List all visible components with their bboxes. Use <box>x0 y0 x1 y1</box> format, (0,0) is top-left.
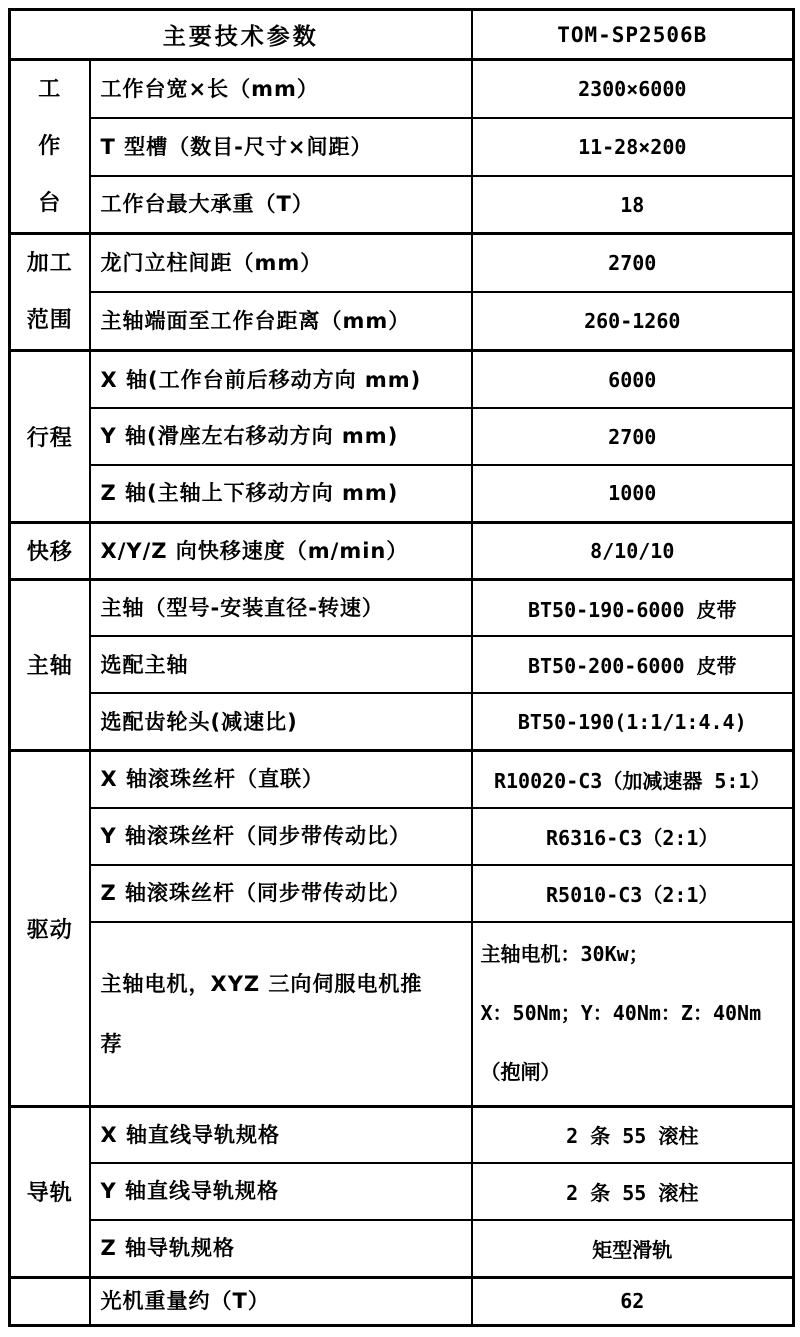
table-row <box>10 693 794 750</box>
group-label: 行程 <box>10 351 90 522</box>
table-row <box>10 408 794 465</box>
param-cell: Z 轴滚珠丝杆（同步带传动比） <box>90 865 472 922</box>
table-row <box>10 60 794 118</box>
param-line: 主轴电机，XYZ 三向伺服电机推 <box>100 971 423 996</box>
param-cell: 选配齿轮头(减速比) <box>90 693 472 750</box>
value-cell: R6316-C3（2:1） <box>472 808 794 865</box>
group-label <box>10 1277 90 1325</box>
table-title: 主要技术参数 <box>10 10 472 60</box>
param-cell: Z 轴导轨规格 <box>90 1220 472 1277</box>
value-line: （抱闸） <box>480 1060 561 1085</box>
group-label-line: 范围 <box>26 308 73 334</box>
param-cell: T 型槽（数目-尺寸×间距） <box>90 118 472 176</box>
table-row <box>10 751 794 808</box>
param-cell: 光机重量约（T） <box>90 1277 472 1325</box>
group-label <box>10 234 90 351</box>
value-line: 主轴电机：30Kw； <box>480 942 649 967</box>
group-label-line: 作 <box>38 134 62 160</box>
group-label-line: 台 <box>38 191 62 217</box>
value-cell: BT50-200-6000 皮带 <box>472 636 794 693</box>
table-row <box>10 234 794 293</box>
table-row <box>10 579 794 636</box>
model-name: TOM-SP2506B <box>472 10 794 60</box>
param-cell: 选配主轴 <box>90 636 472 693</box>
param-cell <box>90 922 472 1106</box>
spec-table-body <box>10 10 794 1326</box>
value-cell: 矩型滑轨 <box>472 1220 794 1277</box>
group-label: 导轨 <box>10 1106 90 1277</box>
group-label-line: 工 <box>38 77 62 103</box>
param-cell: X 轴直线导轨规格 <box>90 1106 472 1163</box>
value-cell <box>472 922 794 1106</box>
table-row <box>10 465 794 522</box>
value-cell: 1000 <box>472 465 794 522</box>
param-cell: 工作台宽×长（mm） <box>90 60 472 118</box>
table-row <box>10 1163 794 1220</box>
table-row <box>10 292 794 351</box>
param-cell: X 轴(工作台前后移动方向 mm) <box>90 351 472 408</box>
group-label-line: 加工 <box>26 251 73 277</box>
param-cell: Z 轴(主轴上下移动方向 mm) <box>90 465 472 522</box>
value-cell: 18 <box>472 176 794 234</box>
param-cell: Y 轴滚珠丝杆（同步带传动比） <box>90 808 472 865</box>
group-label: 主轴 <box>10 579 90 750</box>
table-row <box>10 1106 794 1163</box>
param-line: 荐 <box>100 1031 123 1056</box>
param-cell: 主轴端面至工作台距离（mm） <box>90 292 472 351</box>
value-cell: 8/10/10 <box>472 522 794 579</box>
param-cell: X 轴滚珠丝杆（直联） <box>90 751 472 808</box>
value-line: X：50Nm；Y：40Nm：Z：40Nm <box>480 1001 762 1026</box>
value-cell: 62 <box>472 1277 794 1325</box>
value-cell: BT50-190-6000 皮带 <box>472 579 794 636</box>
value-cell: 260-1260 <box>472 292 794 351</box>
table-row <box>10 636 794 693</box>
table-row <box>10 118 794 176</box>
table-row <box>10 808 794 865</box>
param-cell: Y 轴直线导轨规格 <box>90 1163 472 1220</box>
param-cell: X/Y/Z 向快移速度（m/min） <box>90 522 472 579</box>
value-cell: 2 条 55 滚柱 <box>472 1106 794 1163</box>
table-row <box>10 1277 794 1325</box>
param-cell: Y 轴(滑座左右移动方向 mm) <box>90 408 472 465</box>
table-row <box>10 922 794 1106</box>
table-row <box>10 176 794 234</box>
table-row <box>10 865 794 922</box>
group-label: 快移 <box>10 522 90 579</box>
value-cell: 11-28×200 <box>472 118 794 176</box>
value-cell: R10020-C3（加减速器 5:1） <box>472 751 794 808</box>
value-cell: 2300×6000 <box>472 60 794 118</box>
table-row <box>10 522 794 579</box>
value-cell: 2700 <box>472 408 794 465</box>
value-cell: 2700 <box>472 234 794 293</box>
value-cell: R5010-C3（2:1） <box>472 865 794 922</box>
value-cell: 2 条 55 滚柱 <box>472 1163 794 1220</box>
param-cell: 龙门立柱间距（mm） <box>90 234 472 293</box>
table-row <box>10 351 794 408</box>
header-row <box>10 10 794 60</box>
table-row <box>10 1220 794 1277</box>
value-cell: BT50-190(1:1/1:4.4) <box>472 693 794 750</box>
param-cell: 主轴（型号-安装直径-转速） <box>90 579 472 636</box>
spec-table <box>8 8 795 1327</box>
group-label <box>10 60 90 234</box>
value-cell: 6000 <box>472 351 794 408</box>
param-cell: 工作台最大承重（T） <box>90 176 472 234</box>
group-label: 驱动 <box>10 751 90 1107</box>
